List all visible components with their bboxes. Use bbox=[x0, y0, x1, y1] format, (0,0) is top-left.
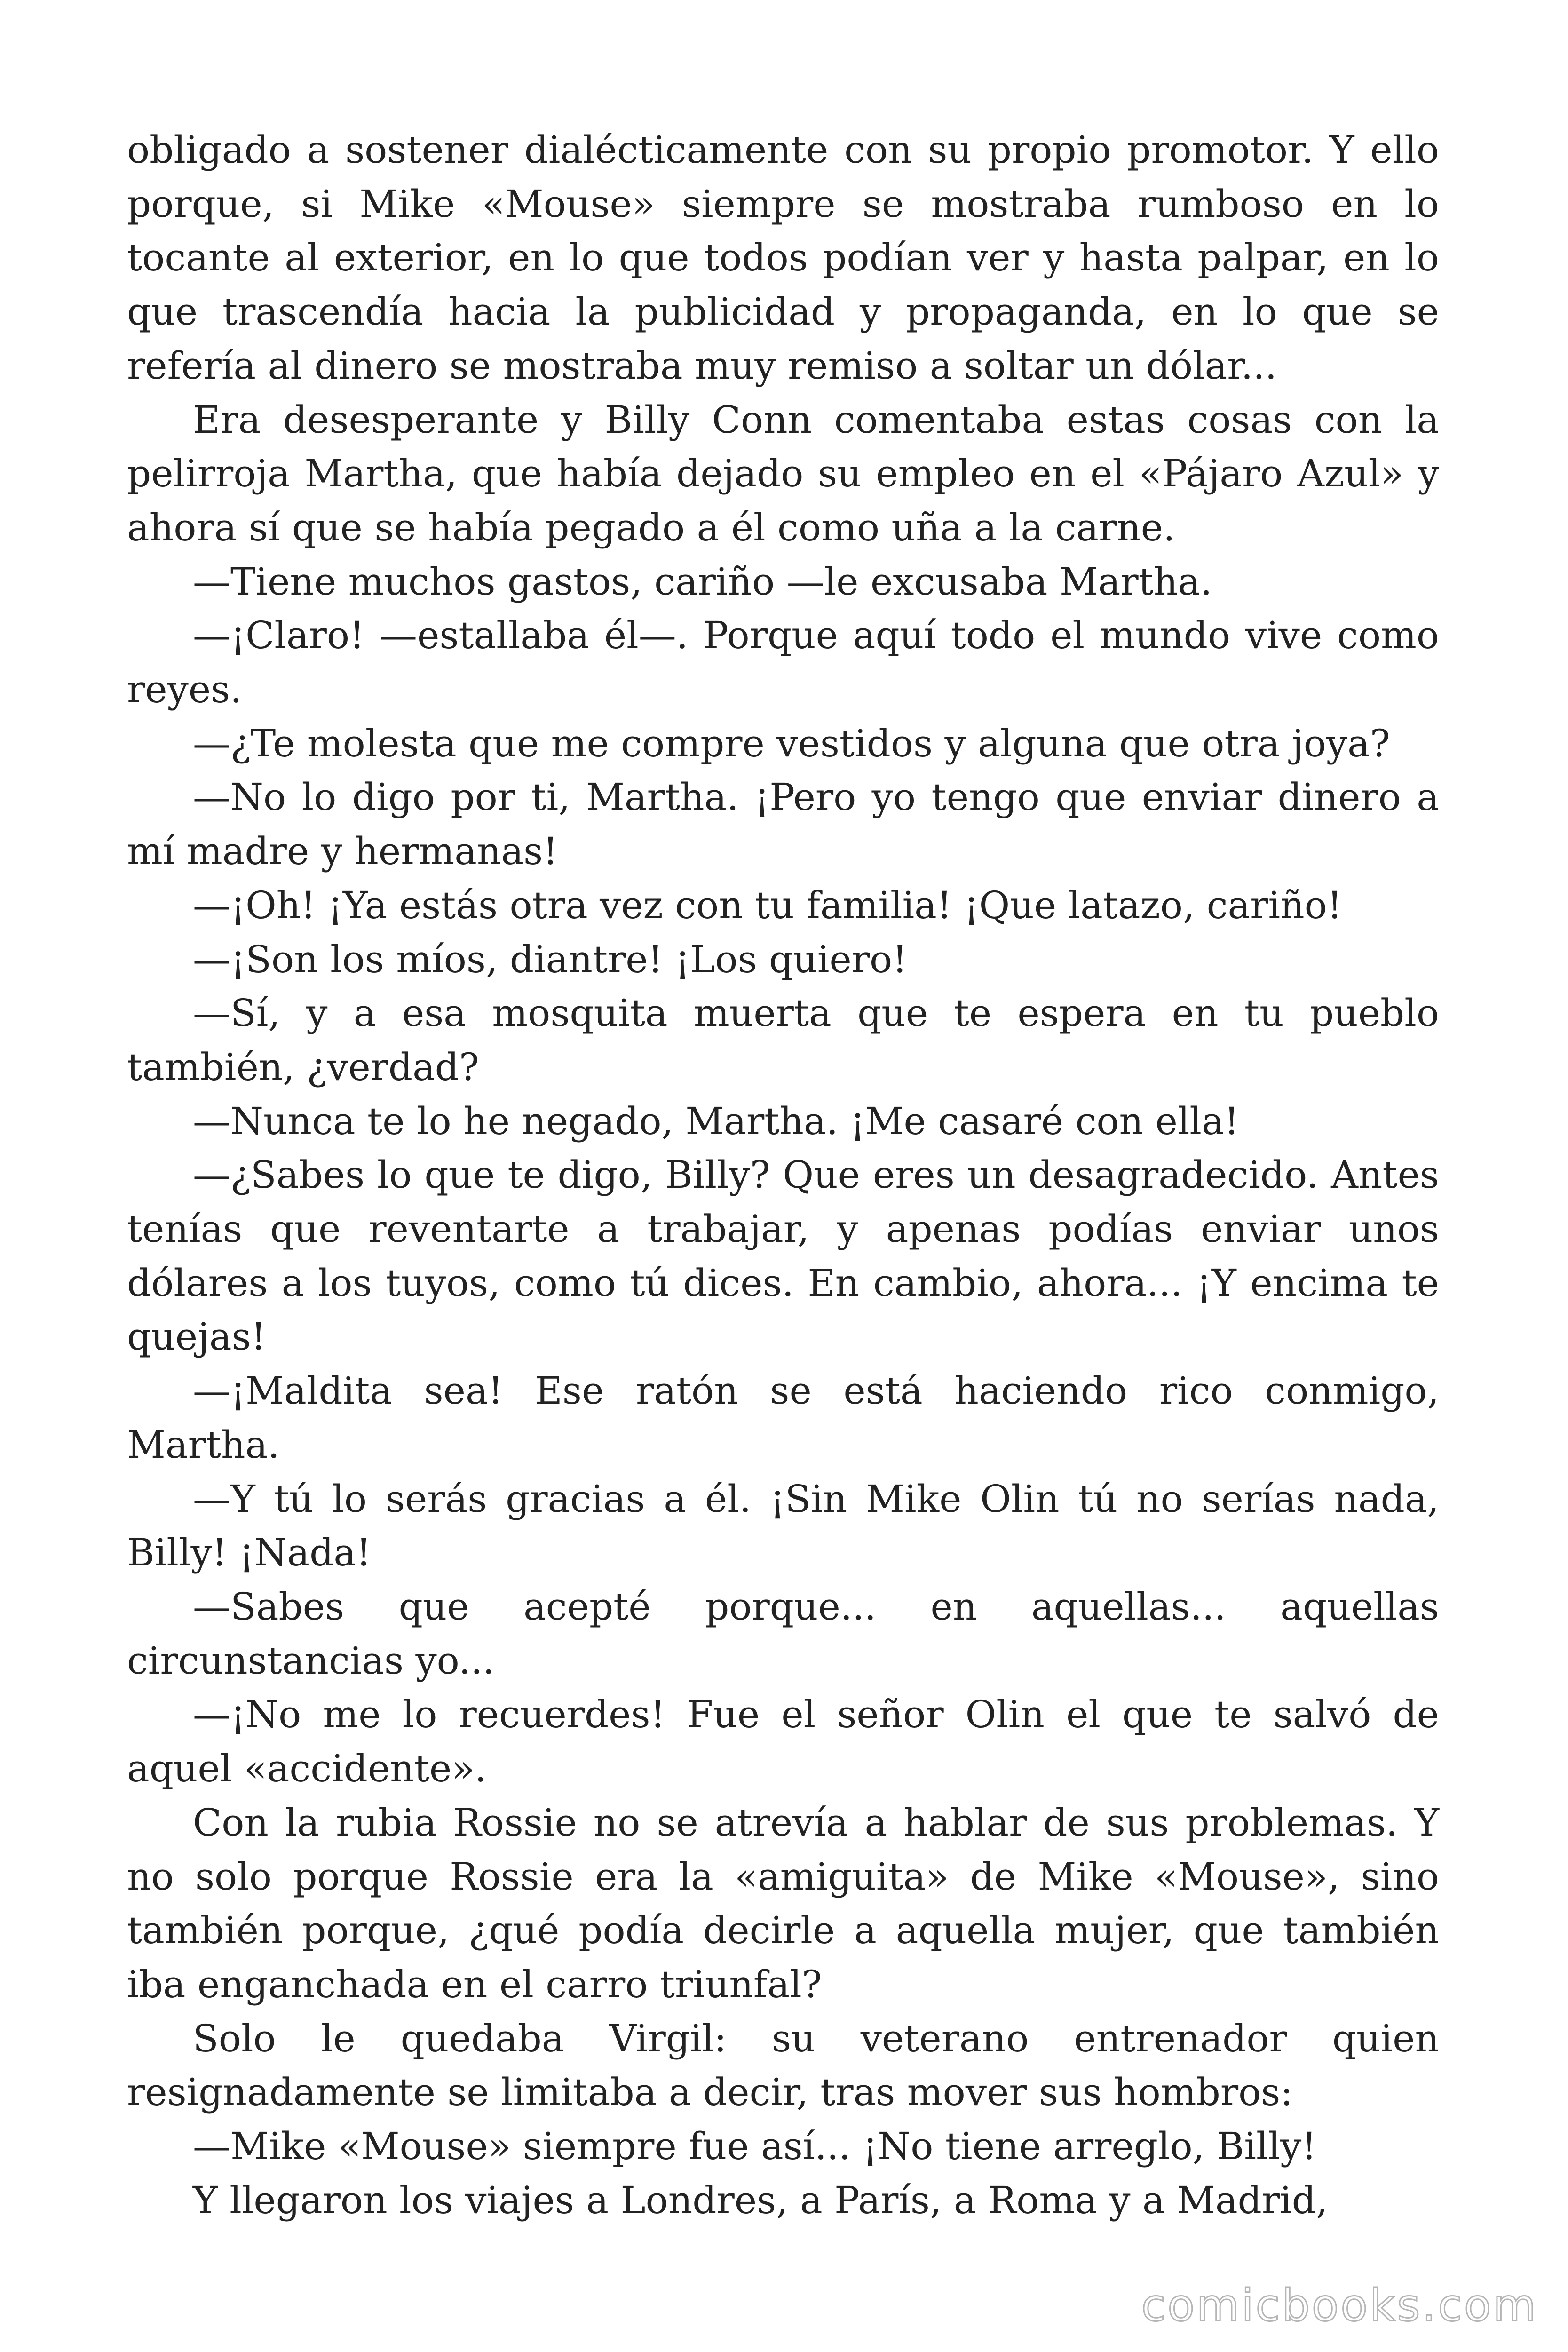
dialogue-line: —Tiene muchos gastos, cariño —le excusaba Martha. bbox=[193, 559, 1212, 604]
dialogue-line: —Sí, y a esa mosquita muerta que te espera en tu pueblo también, ¿verdad? bbox=[127, 991, 1439, 1089]
dialogue-line: —Y tú lo serás gracias a él. ¡Sin Mike Olin tú no serías nada, Billy! ¡Nada! bbox=[127, 1477, 1439, 1575]
dialogue-line: —¡Son los míos, diantre! ¡Los quiero! bbox=[193, 937, 908, 981]
dialogue-line: —¡Oh! ¡Ya estás otra vez con tu familia! ¡Que latazo, cariño! bbox=[193, 883, 1342, 927]
paragraph: Con la rubia Rossie no se atrevía a hablar de sus problemas. Y no solo porque Rossie era la «amiguita» de Mike «Mouse», sino también porque, ¿qué podía decirle a aquella mujer, que también iba enganchada en el carro triunfal? bbox=[127, 1800, 1439, 2006]
paragraph: Y llegaron los viajes a Londres, a París, a Roma y a Madrid, bbox=[193, 2178, 1328, 2222]
dialogue-line: —Nunca te lo he negado, Martha. ¡Me casaré con ella! bbox=[193, 1099, 1239, 1143]
body-text bbox=[127, 123, 1439, 2227]
dialogue-line: —¿Sabes lo que te digo, Billy? Que eres un desagradecido. Antes tenías que reventarte a trabajar, y apenas podías enviar unos dólares a los tuyos, como tú dices. En cambio, ahora... ¡Y encima te quejas! bbox=[127, 1153, 1439, 1359]
dialogue-line: —¡No me lo recuerdes! Fue el señor Olin el que te salvó de aquel «accidente». bbox=[127, 1692, 1439, 1791]
dialogue-line: —¿Te molesta que me compre vestidos y alguna que otra joya? bbox=[193, 721, 1390, 765]
dialogue-line: —¡Claro! —estallaba él—. Porque aquí todo el mundo vive como reyes. bbox=[127, 613, 1439, 712]
dialogue-line: —¡Maldita sea! Ese ratón se está haciendo rico conmigo, Martha. bbox=[127, 1369, 1439, 1467]
paragraph: Era desesperante y Billy Conn comentaba estas cosas con la pelirroja Martha, que había dejado su empleo en el «Pájaro Azul» y ahora sí que se había pegado a él como uña a la carne. bbox=[127, 397, 1439, 549]
paragraph: Solo le quedaba Virgil: su veterano entrenador quien resignadamente se limitaba a decir, tras mover sus hombros: bbox=[127, 2016, 1439, 2114]
watermark: comicbooks.com bbox=[1141, 2280, 1538, 2331]
dialogue-line: —No lo digo por ti, Martha. ¡Pero yo tengo que enviar dinero a mí madre y hermanas! bbox=[127, 775, 1439, 874]
dialogue-line: —Mike «Mouse» siempre fue así... ¡No tiene arreglo, Billy! bbox=[193, 2124, 1317, 2169]
paragraph: obligado a sostener dialécticamente con su propio promotor. Y ello porque, si Mike «Mouse» siempre se mostraba rumboso en lo tocante al exterior, en lo que todos podían ver y hasta palpar, en lo que trascendía hacia la publicidad y propaganda, en lo que se refería al dinero se mostraba muy remiso a soltar un dólar... bbox=[127, 128, 1439, 388]
dialogue-line: —Sabes que acepté porque... en aquellas... aquellas circunstancias yo... bbox=[127, 1584, 1439, 1683]
